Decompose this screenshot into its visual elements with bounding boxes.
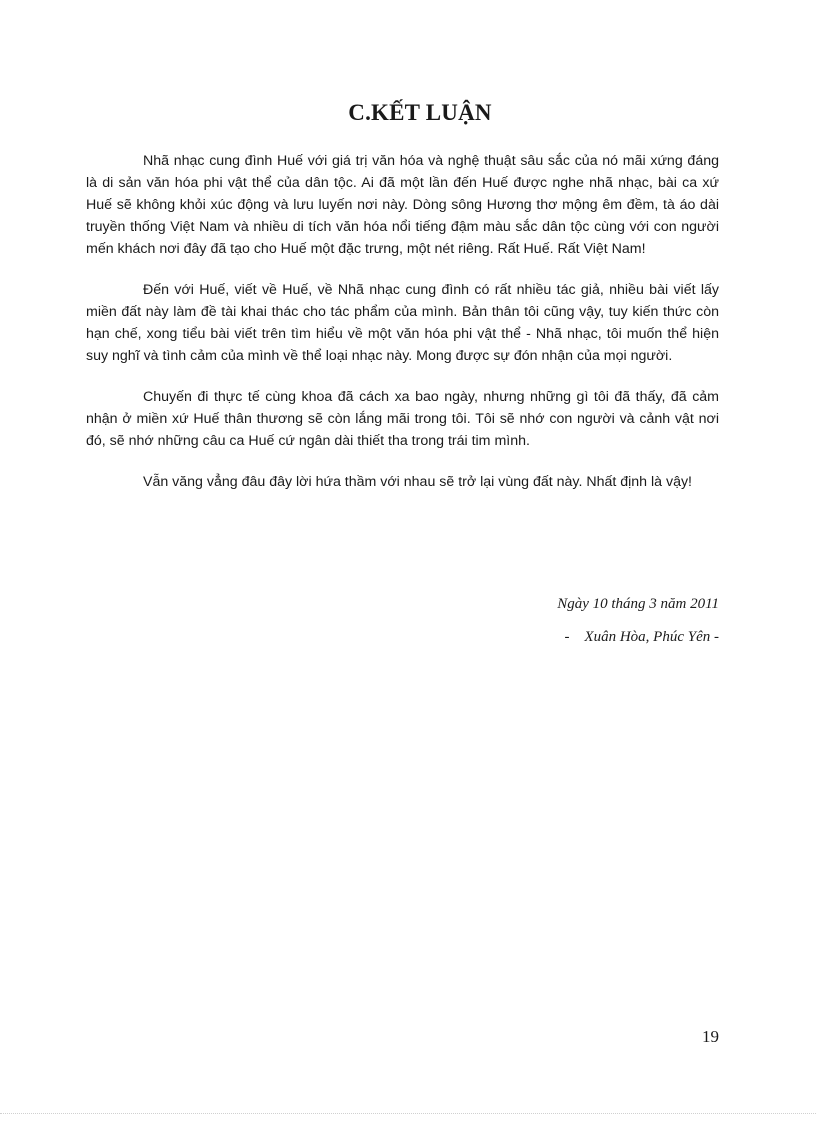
signature-block [557,593,719,659]
page-title: C.KẾT LUẬN [348,100,492,125]
date-line: Ngày 10 tháng 3 năm 2011 [557,596,719,612]
body-text [86,150,719,512]
paragraph-2: Đến với Huế, viết về Huế, về Nhã nhạc cung đình có rất nhiều tác giả, nhiều bài viết lấy miền đất này làm đề tài khai thác cho tác phẩm của mình. Bản thân tôi cũng vậy, tuy kiến thức còn hạn chế, xong tiểu bài viết trên tìm hiểu về một văn hóa phi vật thể - Nhã nhạc, tôi muốn thể hiện suy nghĩ và tình cảm của mình về thể loại nhạc này. Mong được sự đón nhận của mọi người. [86,282,719,364]
page-number: 19 [702,1027,719,1046]
paragraph-3: Chuyến đi thực tế cùng khoa đã cách xa bao ngày, nhưng những gì tôi đã thấy, đã cảm nhận ở miền xứ Huế thân thương sẽ còn lắng mãi trong tôi. Tôi sẽ nhớ con người và cảnh vật nơi đó, sẽ nhớ những câu ca Huế cứ ngân dài thiết tha trong trái tim mình. [86,389,719,449]
paragraph-4: Vẫn văng vẳng đâu đây lời hứa thầm với nhau sẽ trở lại vùng đất này. Nhất định là vậy! [143,474,693,490]
paragraph-1: Nhã nhạc cung đình Huế với giá trị văn hóa và nghệ thuật sâu sắc của nó mãi xứng đáng là di sản văn hóa phi vật thể của dân tộc. Ai đã một lần đến Huế được nghe nhã nhạc, bài ca xứ Huế sẽ không khỏi xúc động và lưu luyến nơi này. Dòng sông Hương thơ mộng êm đềm, tà áo dài truyền thống Việt Nam và nhiều di tích văn hóa nổi tiếng đậm màu sắc dân tộc cùng với con người mến khách nơi đây đã tạo cho Huế một đặc trưng, một nét riêng. Rất Huế. Rất Việt Nam! [86,153,719,257]
footer-divider [0,1113,816,1114]
place-line: - Xuân Hòa, Phúc Yên - [564,629,719,645]
